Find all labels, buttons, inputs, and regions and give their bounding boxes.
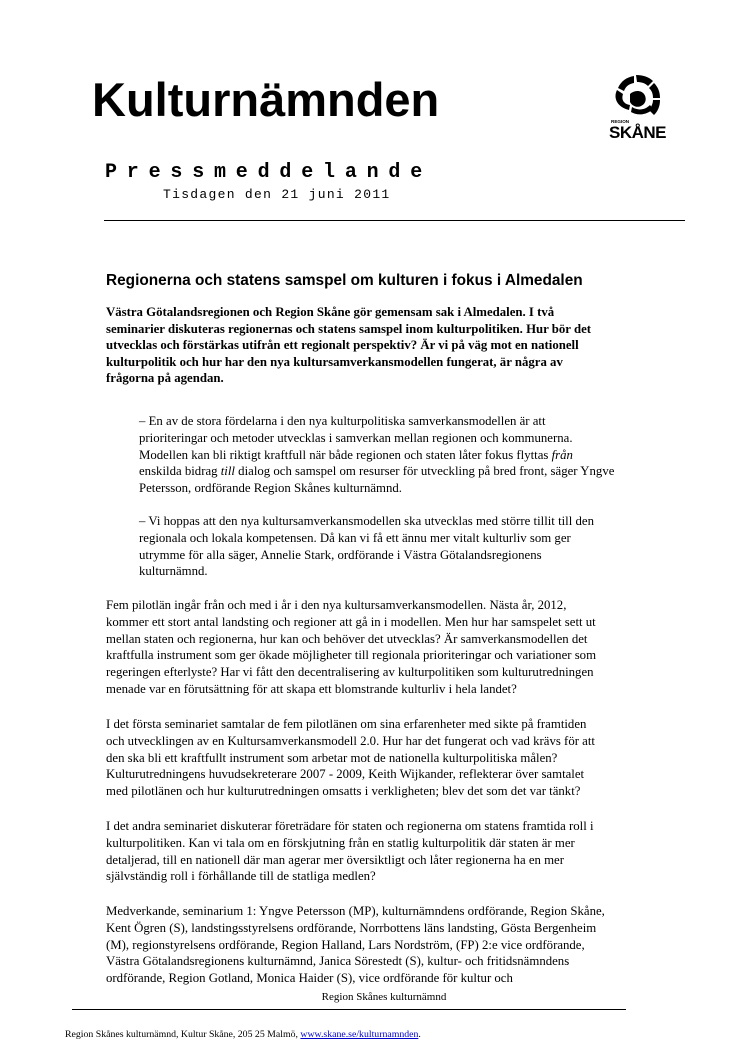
document-type: Pressmeddelande bbox=[105, 161, 433, 184]
quote-line: – Vi hoppas att den nya kultursamverkansmodellen ska utvecklas med större tillit till den bbox=[139, 514, 594, 528]
participants-paragraph: Medverkande, seminarium 1: Yngve Petersson (MP), kulturnämndens ordförande, Region Skåne, Kent Ögren (S), landstingsstyrelsens ordförande, Norrbottens läns landsting, Gösta Bergenheim (M), regionstyrelsens ordförande, Region Halland, Lars Nordström, (FP) 2:e vice ordförande, Västra Götalandsregionens kulturnämnd, Janica Sörestedt (S), kultur- och fritidsnämndens ordförande, Region Gotland, Monica Haider (S), vice ordförande för kultur och bbox=[106, 904, 605, 986]
quote-line: Modellen kan bli riktigt kraftfull när både regionen och staten låter fokus flyttas från bbox=[139, 447, 573, 462]
header-divider bbox=[104, 220, 685, 221]
lead-line: seminarier diskuteras regionernas och statens samspel inom kulturpolitiken. Hur bör det bbox=[106, 321, 592, 336]
quote-line: Petersson, ordförande Region Skånes kulturnämnd. bbox=[139, 481, 402, 496]
quote-line: utrymme för alla säger, Annelie Stark, ordförande i Västra Götalandsregionens bbox=[139, 547, 542, 562]
footer-divider bbox=[72, 1009, 626, 1010]
document-date: Tisdagen den 21 juni 2011 bbox=[163, 187, 391, 202]
quote-annelie-stark bbox=[139, 513, 699, 580]
quote-line: – En av de stora fördelarna i den nya kulturpolitiska samverkansmodellen är att bbox=[139, 414, 546, 428]
article-lead bbox=[106, 304, 686, 387]
lead-line: frågorna på agendan. bbox=[106, 371, 224, 385]
lead-line: Västra Götalandsregionen och Region Skåne gör gemensam sak i Almedalen. I två bbox=[106, 305, 555, 319]
quote-line: enskilda bidrag till dialog och samspel om resurser för utveckling på bred front, säger Yngve bbox=[139, 464, 615, 479]
region-skane-logo bbox=[603, 72, 681, 142]
quote-line: prioriteringar och metoder utvecklas i samverkan mellan regionen och kommunerna. bbox=[139, 430, 573, 445]
body-paragraph: I det andra seminariet diskuterar företrädare för staten och regionerna om statens framtida roll i kulturpolitiken. Kan vi tala om en förskjutning från en statlig kulturpolitik där staten är mer detaljerad, till en nationell där man agerar mer översiktligt och låter regionerna ha en mer självständig roll i förhållande till de statliga medlen? bbox=[106, 819, 594, 884]
quote-yngve-petersson bbox=[139, 413, 699, 497]
lead-line: kulturpolitik och hur har den nya kultursamverkansmodellen fungerat, är några av bbox=[106, 354, 563, 369]
emphasis-till: till bbox=[220, 464, 235, 479]
footer-address: Region Skånes kulturnämnd, Kultur Skåne, 205 25 Malmö, www.skane.se/kulturnamnden. bbox=[65, 1029, 421, 1040]
page-title: Kulturnämnden bbox=[92, 73, 440, 126]
svg-text:SKÅNE: SKÅNE bbox=[609, 123, 667, 142]
footer-title: Region Skånes kulturnämnd bbox=[321, 991, 447, 1003]
svg-text:REGION: REGION bbox=[611, 119, 630, 124]
lead-line: utvecklas och förstärkas utifrån ett regionalt perspektiv? Är vi på väg mot en nationell bbox=[106, 338, 579, 352]
quote-line: regionala och lokala kompetensen. Då kan vi få ett ännu mer vitalt kulturliv som ger bbox=[139, 530, 571, 545]
body-paragraph: I det första seminariet samtalar de fem pilotlänen om sina erfarenheter med sikte på framtiden och utvecklingen av en Kultursamverkansmodell 2.0. Hur har det fungerat och vad krävs för att den ska bli ett kraftfullt instrument som arbetar mot de nationella kulturpolitiska målen? Kulturutredningens huvudsekreterare 2007 - 2009, Keith Wijkander, reflekterar över samtalet med pilotlänen och hur kulturutredningen omsatts i verkligheten; blev det som det var tänkt? bbox=[106, 717, 595, 799]
article-headline: Regionerna och statens samspel om kulturen i fokus i Almedalen bbox=[106, 272, 583, 289]
website-link[interactable]: www.skane.se/kulturnamnden bbox=[300, 1029, 419, 1040]
body-paragraph: Fem pilotlän ingår från och med i år i den nya kultursamverkansmodellen. Nästa år, 2012, kommer ett stort antal landsting och regioner att gå in i modellen. Men hur har samspelet sett ut mellan staten och regionerna, hur kan och behöver det utvecklas? Är samverkansmodellen det kraftfulla instrument som ger ökade möjligheter till regionala prioriteringar och variationer som regeringen efterlyste? Har vi fått den decentralisering av kulturpolitiken som kulturutredningen menade var en förutsättning för att skapa ett blomstrande kulturliv i hela landet? bbox=[106, 598, 597, 696]
emphasis-fran: från bbox=[551, 447, 573, 462]
quote-line: kulturnämnd. bbox=[139, 564, 208, 579]
